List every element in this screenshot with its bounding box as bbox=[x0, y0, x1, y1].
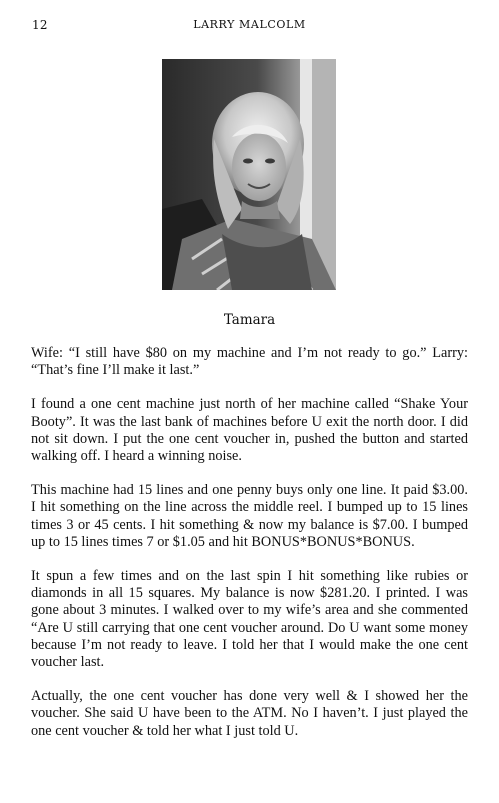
page-number: 12 bbox=[32, 18, 48, 32]
photo-caption: Tamara bbox=[223, 312, 276, 328]
body-text bbox=[31, 345, 468, 757]
paragraph: I found a one cent machine just north of her machine called “Shake Your Booty”. It was the last bank of machines before U exit the north door. I did not sit down. I put the one cent voucher in, pushed the button and started walking off. I heard a winning noise. bbox=[31, 396, 468, 465]
paragraph: Actually, the one cent voucher has done very well & I showed her the voucher. She said U have been to the ATM. No I haven’t. I just played the one cent voucher & told her what I just told U. bbox=[31, 688, 468, 739]
paragraph: This machine had 15 lines and one penny buys only one line. It paid $3.00. I hit something on the line across the middle reel. I bumped up to 15 lines times 3 or 45 cents. I hit something & now my balance is $7.00. I bumped up to 15 lines times 7 or $1.05 and hit BONUS*BONUS*BONUS. bbox=[31, 482, 468, 550]
running-head: LARRY MALCOLM bbox=[193, 18, 306, 31]
portrait-photo bbox=[162, 59, 336, 290]
paragraph: Wife: “I still have $80 on my machine and I’m not ready to go.” Larry: “That’s fine I’ll make it last.” bbox=[31, 345, 468, 379]
paragraph: It spun a few times and on the last spin I hit something like rubies or diamonds in all 15 squares. My balance is now $281.20. I printed. I was gone about 3 minutes. I walked over to my wife’s area and she commented “Are U still carrying that one cent voucher around. Do U want some money because I’m not ready to leave. I told her that I would make the one cent voucher last. bbox=[31, 568, 468, 671]
